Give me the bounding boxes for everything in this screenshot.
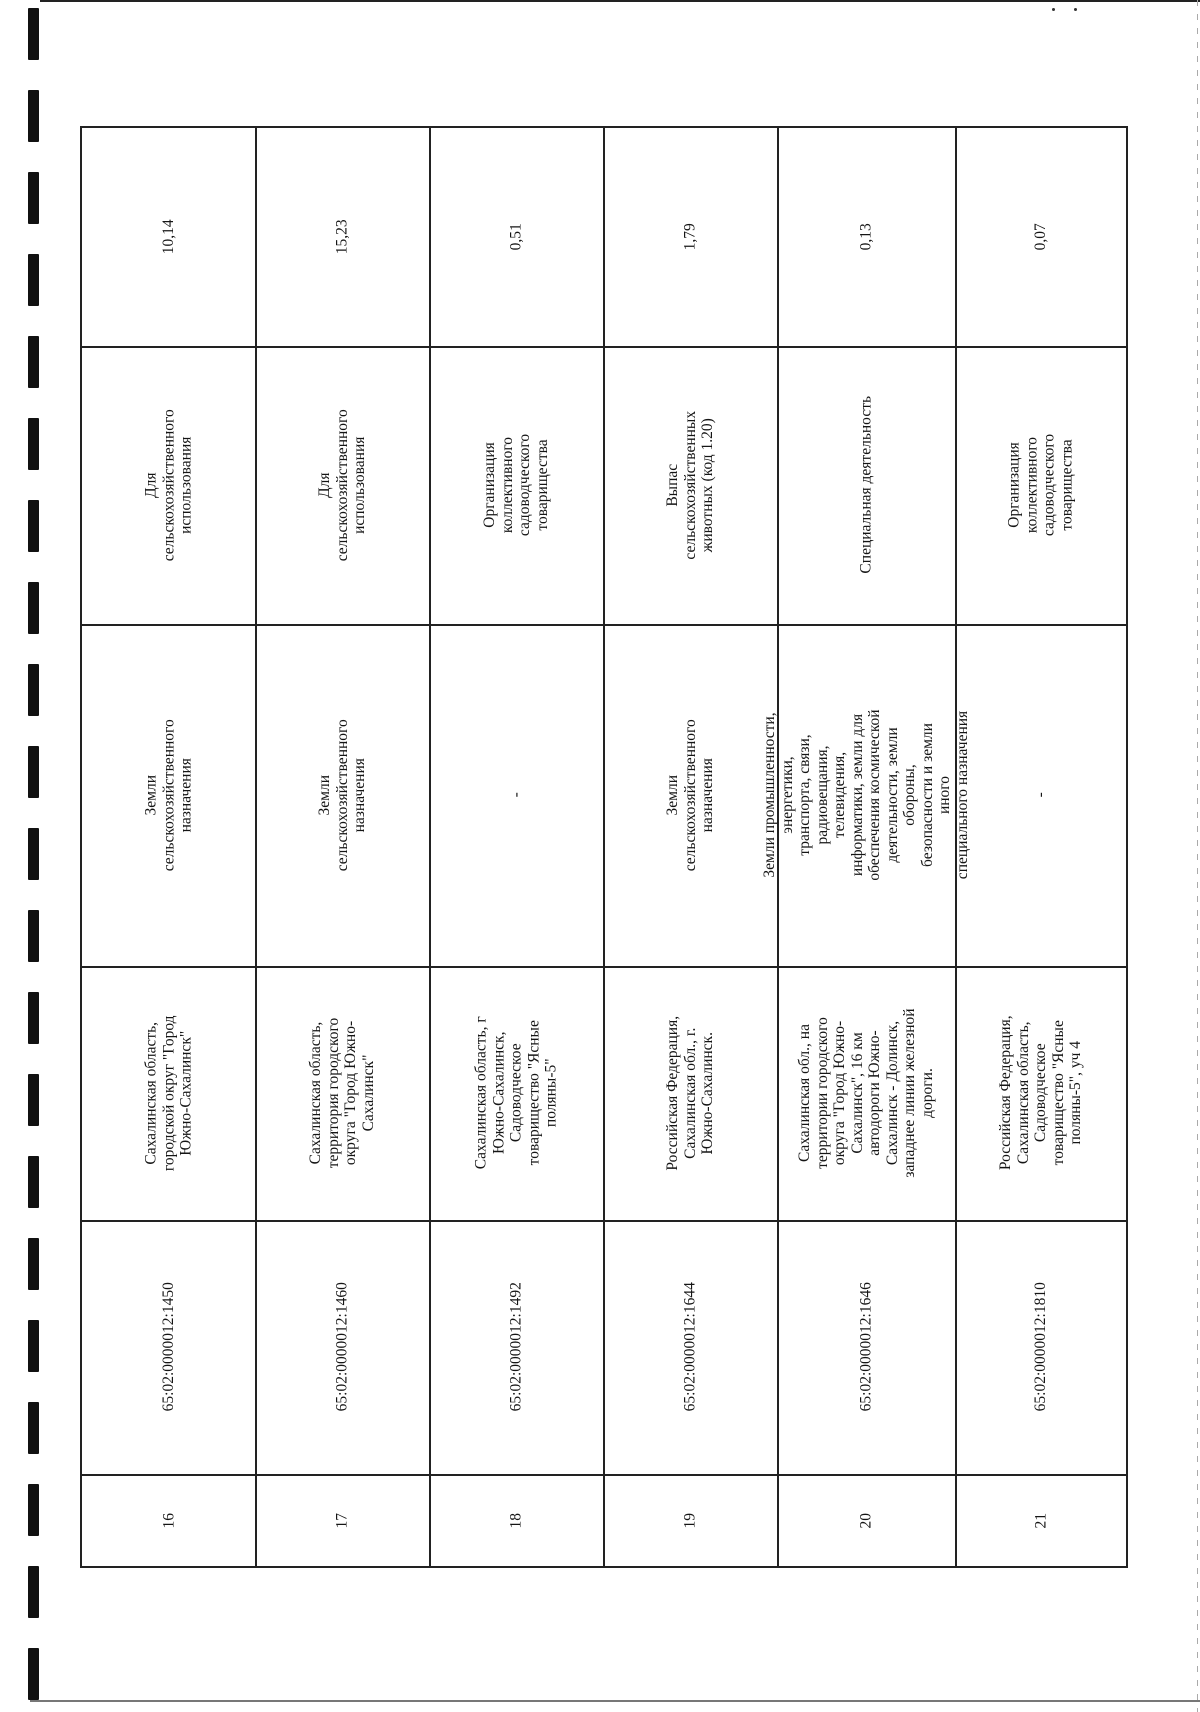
binding-holes [26, 0, 42, 1712]
address-cell [82, 966, 255, 1220]
binding-hole [28, 172, 39, 224]
binding-hole [28, 336, 39, 388]
row-number: 17 [333, 1513, 351, 1529]
binding-hole [28, 664, 39, 716]
permitted-use-text: Для сельскохозяйственного использования [142, 408, 195, 562]
permitted-use-cell [603, 346, 777, 624]
row-number-cell [777, 1474, 955, 1568]
scan-top-edge [40, 0, 1200, 2]
cadastral-number: 65:02:0000012:1644 [681, 1282, 699, 1412]
binding-hole [28, 1156, 39, 1208]
permitted-use-text: Специальная деятельность [857, 396, 875, 574]
row-number-cell [429, 1474, 603, 1568]
binding-hole [28, 500, 39, 552]
permitted-use-text: Организация коллективного садоводческого товарищества [1005, 433, 1075, 537]
address-text: Сахалинская область, г Южно-Сахалинск, Садоводческое товарищество "Ясные поляны-5" [472, 1016, 560, 1170]
area-value: 1,79 [681, 223, 699, 251]
permitted-use-cell [255, 346, 429, 624]
address-text: Российская Федерация, Сахалинская область, Садоводческое товарищество "Ясные поляны-5", уч 4 [996, 1015, 1084, 1171]
land-category-text: Земли сельскохозяйственного назначения [663, 718, 716, 872]
row-number: 19 [681, 1513, 699, 1529]
row-number: 21 [1031, 1513, 1049, 1529]
area-value: 0,13 [857, 223, 875, 251]
area-value: 10,14 [159, 219, 177, 255]
permitted-use-cell [777, 346, 955, 624]
address-text: Сахалинская область, территория городского округа "Город Южно- Сахалинск" [307, 1017, 377, 1169]
cadastral-number-cell [777, 1220, 955, 1474]
row-number: 18 [507, 1513, 525, 1529]
land-category-cell [955, 624, 1126, 966]
binding-hole [28, 992, 39, 1044]
address-cell [429, 966, 603, 1220]
permitted-use-text: Выпас сельскохозяйственных животных (код 1.20) [663, 410, 716, 560]
address-cell [955, 966, 1126, 1220]
land-category-cell [429, 624, 603, 966]
binding-hole [28, 8, 39, 60]
binding-hole [28, 90, 39, 142]
cadastral-number: 65:02:0000012:1492 [507, 1282, 525, 1412]
permitted-use-cell [955, 346, 1126, 624]
cadastral-number: 65:02:0000012:1450 [159, 1282, 177, 1412]
row-number-cell [603, 1474, 777, 1568]
row-number-cell [955, 1474, 1126, 1568]
area-cell [777, 128, 955, 346]
land-category-text: Земли сельскохозяйственного назначения [315, 718, 368, 872]
cadastral-number-cell [955, 1220, 1126, 1474]
address-cell [603, 966, 777, 1220]
permitted-use-cell [429, 346, 603, 624]
land-category-text: - [1031, 792, 1049, 798]
scan-speck [1074, 8, 1077, 11]
binding-hole [28, 1320, 39, 1372]
cadastral-number: 65:02:0000012:1646 [857, 1282, 875, 1412]
area-cell [603, 128, 777, 346]
cadastral-number: 65:02:0000012:1460 [333, 1282, 351, 1412]
binding-hole [28, 1238, 39, 1290]
row-number: 16 [159, 1513, 177, 1529]
row-number: 20 [857, 1513, 875, 1529]
binding-hole [28, 418, 39, 470]
area-cell [82, 128, 255, 346]
binding-hole [28, 1074, 39, 1126]
binding-hole [28, 1402, 39, 1454]
binding-hole [28, 1648, 39, 1700]
area-value: 15,23 [333, 219, 351, 255]
land-category-cell [82, 624, 255, 966]
cadastral-number: 65:02:0000012:1810 [1031, 1282, 1049, 1412]
land-category-text: - [507, 792, 525, 798]
binding-hole [28, 254, 39, 306]
binding-hole [28, 746, 39, 798]
address-cell [255, 966, 429, 1220]
scan-right-edge [1197, 0, 1198, 1712]
land-category-text: Земли промышленности, энергетики, транспорта, связи, радиовещания, телевидения, информатики, земли для обеспечения космической деятельности, земли обороны, безопасности и земли иного специального назначения [761, 709, 971, 881]
area-value: 0,51 [507, 223, 525, 251]
binding-hole [28, 1566, 39, 1618]
address-text: Российская Федерация, Сахалинская обл., г. Южно-Сахалинск. [663, 1015, 716, 1171]
scan-speck [1052, 8, 1055, 11]
binding-hole [28, 910, 39, 962]
permitted-use-cell [82, 346, 255, 624]
cadastral-number-cell [82, 1220, 255, 1474]
scan-bottom-edge [30, 1700, 1200, 1702]
binding-hole [28, 828, 39, 880]
address-cell [777, 966, 955, 1220]
address-text: Сахалинская обл., на территории городского округа "Город Южно- Сахалинск", 16 км автодороги Южно- Сахалинск - Долинск, западнее линии железной дороги. [796, 1008, 936, 1178]
row-number-cell [255, 1474, 429, 1568]
land-category-text: Земли сельскохозяйственного назначения [142, 718, 195, 872]
cadastral-number-cell [255, 1220, 429, 1474]
area-value: 0,07 [1031, 223, 1049, 251]
cadastral-number-cell [603, 1220, 777, 1474]
land-category-cell [761, 624, 971, 966]
address-text: Сахалинская область, городской округ "Город Южно-Сахалинск" [142, 1015, 195, 1171]
land-category-cell [603, 624, 777, 966]
cadastral-number-cell [429, 1220, 603, 1474]
land-parcels-table [80, 126, 1128, 1568]
permitted-use-text: Организация коллективного садоводческого товарищества [481, 433, 551, 537]
area-cell [255, 128, 429, 346]
binding-hole [28, 582, 39, 634]
row-number-cell [82, 1474, 255, 1568]
land-category-cell [255, 624, 429, 966]
area-cell [429, 128, 603, 346]
permitted-use-text: Для сельскохозяйственного использования [315, 408, 368, 562]
area-cell [955, 128, 1126, 346]
binding-hole [28, 1484, 39, 1536]
